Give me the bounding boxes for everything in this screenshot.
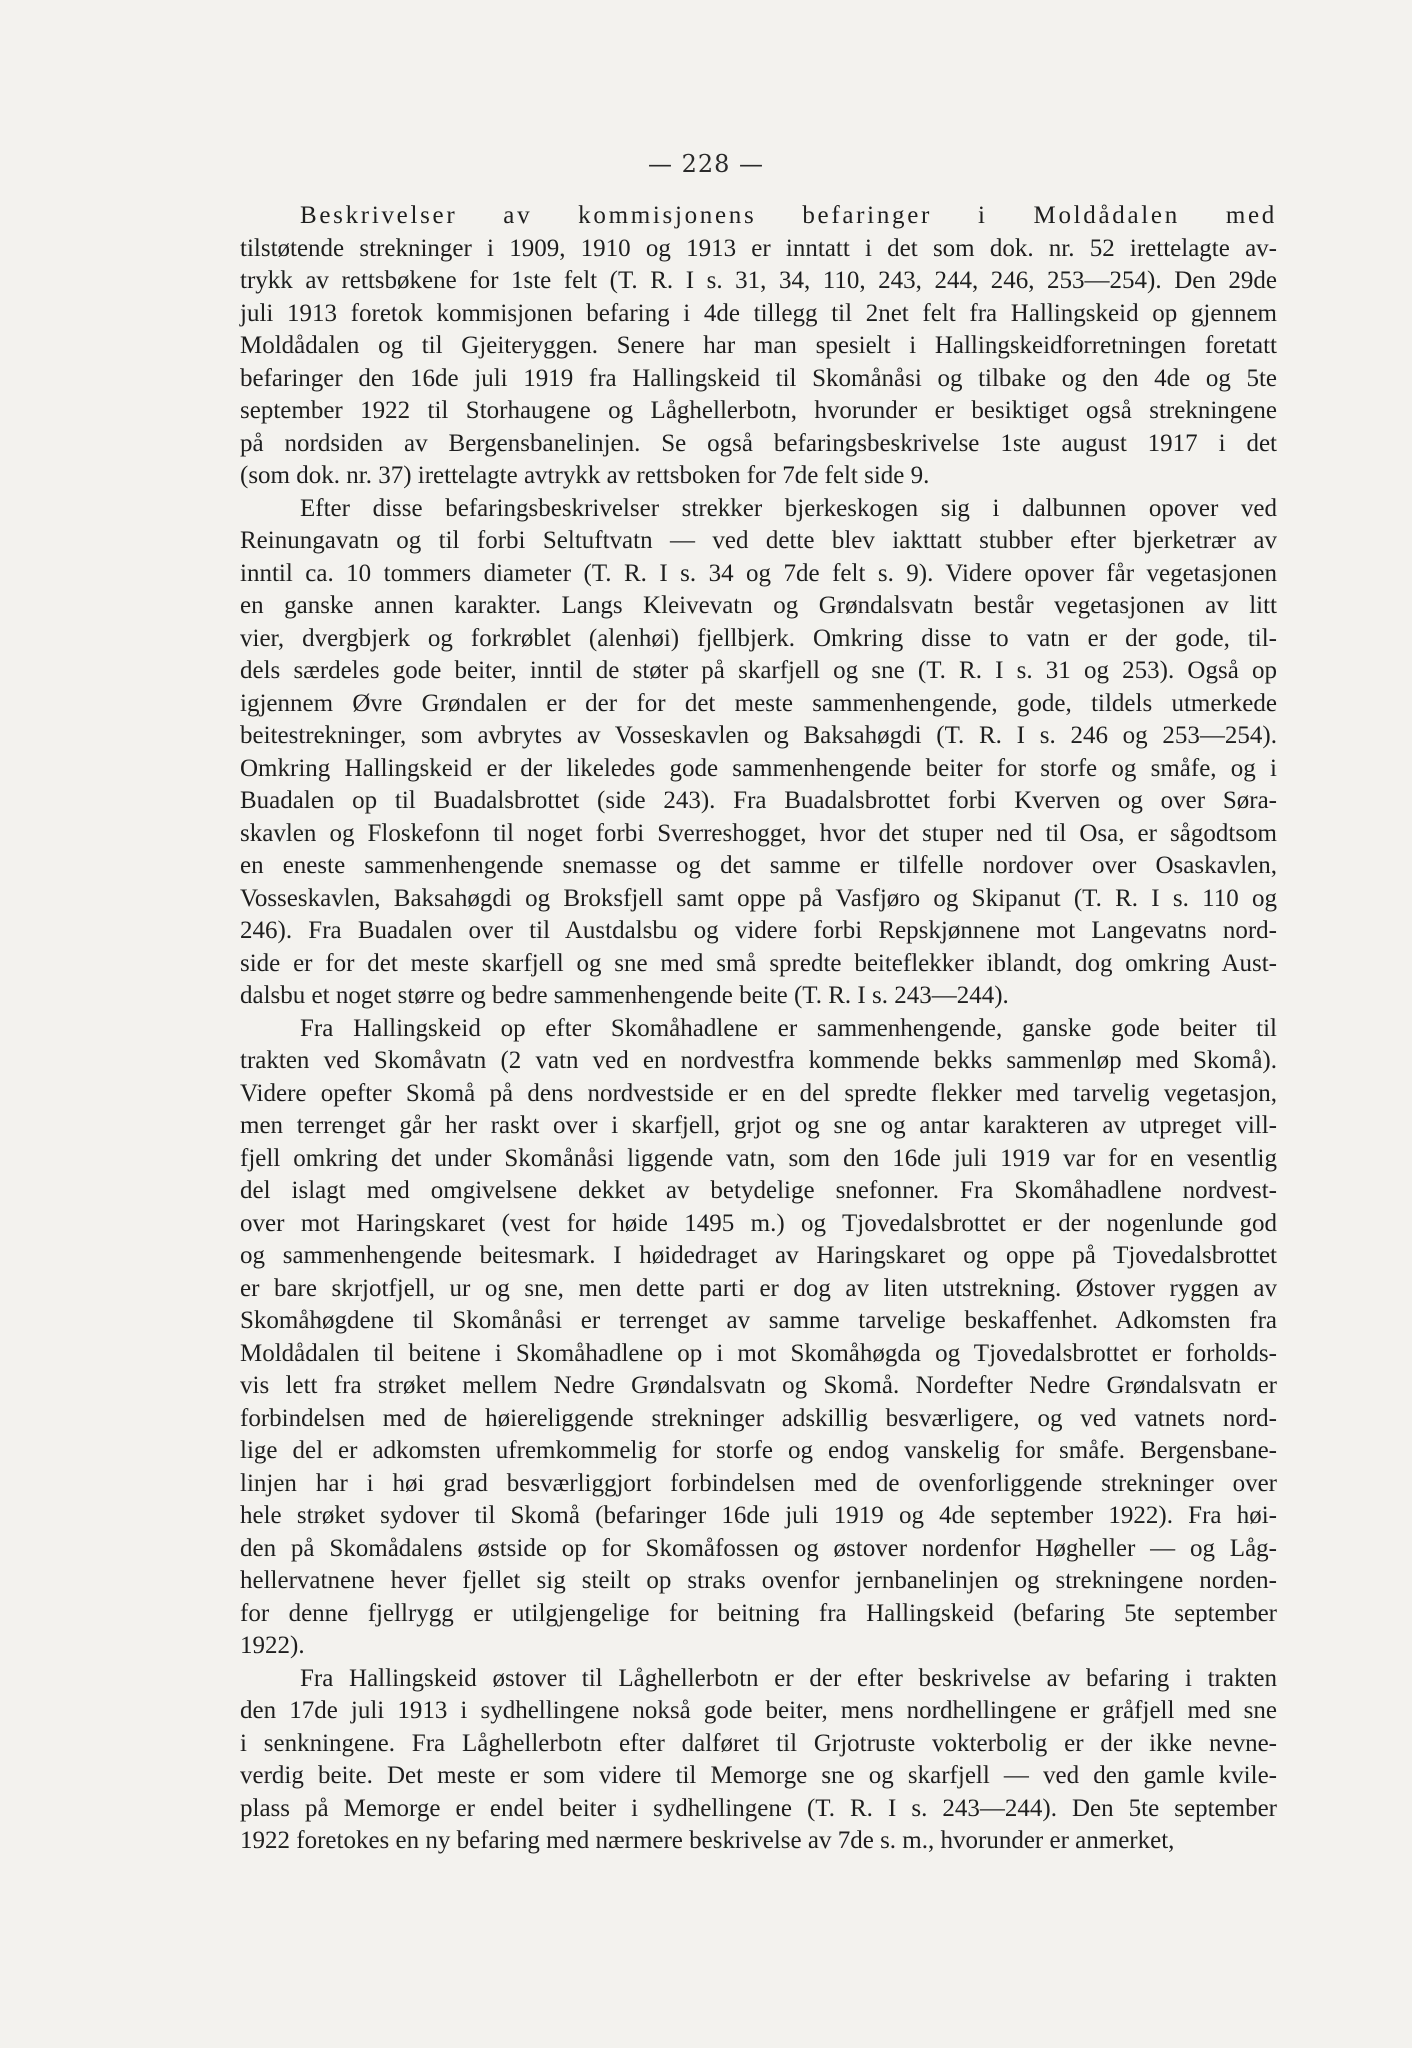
page-number: — 228 — xyxy=(647,150,765,178)
paragraph xyxy=(240,1663,1277,1858)
text-line: igjennem Øvre Grøndalen er der for det meste sammenhengende, gode, tildels utmerkede xyxy=(240,689,1277,717)
text-line: trakten ved Skomåvatn (2 vatn ved en nordvestfra kommende bekks sammenløp med Skomå). xyxy=(240,1047,1277,1074)
text-line: Omkring Hallingskeid er der likeledes gode sammenhengende beiter for storfe og småfe, og i xyxy=(240,754,1277,782)
text-line: en eneste sammenhengende snemasse og det samme er tilfelle nordover over Osaskavlen, xyxy=(240,852,1277,879)
text-line: en ganske annen karakter. Langs Kleivevatn og Grøndalsvatn består vegetasjonen av litt xyxy=(240,592,1277,619)
text-line: er bare skrjotfjell, ur og sne, men dette parti er dog av liten utstrekning. Østover ryggen av xyxy=(240,1274,1277,1302)
text-line: hele strøket sydover til Skomå (befaringer 16de juli 1919 og 4de september 1922). Fra høi- xyxy=(240,1502,1277,1529)
text-line: beitestrekninger, som avbrytes av Vosseskavlen og Baksahøgdi (T. R. I s. 246 og 253—254). xyxy=(240,722,1277,749)
text-line: del islagt med omgivelsene dekket av betydelige snefonner. Fra Skomåhadlene nordvest- xyxy=(240,1177,1277,1204)
paragraph xyxy=(240,493,1277,1013)
text-line: dalsbu et noget større og bedre sammenhengende beite (T. R. I s. 243—244). xyxy=(240,982,1009,1009)
text-line: juli 1913 foretok kommisjonen befaring i 4de tillegg til 2net felt fra Hallingskeid op gjennem xyxy=(240,299,1277,327)
body-text xyxy=(240,200,1277,1858)
text-line: Skomåhøgdene til Skomånåsi er terrenget av samme tarvelige beskaffenhet. Adkomsten fra xyxy=(240,1307,1277,1334)
text-line: vier, dvergbjerk og forkrøblet (alenhøi) fjellbjerk. Omkring disse to vatn er der gode, til- xyxy=(240,624,1277,652)
text-line: Moldådalen til beitene i Skomåhadlene op i mot Skomåhøgda og Tjovedalsbrottet er forholds- xyxy=(240,1339,1277,1367)
text-line: i senkningene. Fra Låghellerbotn efter dalføret til Grjotruste vokterbolig er der ikke nevne- xyxy=(240,1729,1277,1757)
text-line: Fra Hallingskeid op efter Skomåhadlene er sammenhengende, ganske gode beiter til xyxy=(300,1014,1277,1042)
text-line: forbindelsen med de høiereliggende strekninger adskillig besværligere, og ved vatnets nord- xyxy=(240,1404,1277,1432)
text-line: den 17de juli 1913 i sydhellingene nokså gode beiter, mens nordhellingene er gråfjell med sne xyxy=(240,1697,1277,1724)
paragraph xyxy=(240,1013,1277,1663)
text-line: Beskrivelser av kommisjonens befaringer i Moldådalen med xyxy=(300,202,1277,229)
text-line: dels særdeles gode beiter, inntil de støter på skarfjell og sne (T. R. I s. 31 og 253). Også op xyxy=(240,657,1277,684)
text-line: hellervatnene hever fjellet sig steilt op straks ovenfor jernbanelinjen og strekningene norden- xyxy=(240,1567,1277,1594)
text-line: men terrenget går her raskt over i skarfjell, grjot og sne og antar karakteren av utpreget vill- xyxy=(240,1112,1277,1139)
text-line: over mot Haringskaret (vest for høide 1495 m.) og Tjovedalsbrottet er der nogenlunde god xyxy=(240,1209,1277,1237)
text-line: Efter disse befaringsbeskrivelser strekker bjerkeskogen sig i dalbunnen opover ved xyxy=(300,494,1277,522)
text-line: 1922 foretokes en ny befaring med nærmere beskrivelse av 7de s. m., hvorunder er anmerket, xyxy=(240,1827,1175,1854)
text-line: linjen har i høi grad besværliggjort forbindelsen med de ovenforliggende strekninger over xyxy=(240,1469,1277,1497)
text-line: den på Skomådalens østside op for Skomåfossen og østover nordenfor Høgheller — og Låg- xyxy=(240,1534,1277,1562)
text-line: inntil ca. 10 tommers diameter (T. R. I s. 34 og 7de felt s. 9). Videre opover får vegetasjonen xyxy=(240,559,1277,587)
text-line: plass på Memorge er endel beiter i sydhellingene (T. R. I s. 243—244). Den 5te september xyxy=(240,1794,1277,1822)
text-line: verdig beite. Det meste er som videre til Memorge sne og skarfjell — ved den gamle kvile- xyxy=(240,1762,1277,1789)
text-line: for denne fjellrygg er utilgjengelige for beitning fra Hallingskeid (befaring 5te september xyxy=(240,1599,1277,1627)
paragraph xyxy=(240,200,1277,493)
text-line: 1922). xyxy=(240,1632,305,1659)
text-line: 246). Fra Buadalen over til Austdalsbu og videre forbi Repskjønnene mot Langevatns nord- xyxy=(240,917,1277,944)
text-line: side er for det meste skarfjell og sne med små spredte beiteflekker iblandt, dog omkring Aust- xyxy=(240,949,1277,977)
text-line: Buadalen op til Buadalsbrottet (side 243). Fra Buadalsbrottet forbi Kverven og over Søra- xyxy=(240,787,1277,814)
text-line: Fra Hallingskeid østover til Låghellerbotn er der efter beskrivelse av befaring i trakten xyxy=(300,1664,1277,1692)
text-line: fjell omkring det under Skomånåsi liggende vatn, som den 16de juli 1919 var for en vesentlig xyxy=(240,1144,1277,1172)
text-line: Vosseskavlen, Baksahøgdi og Broksfjell samt oppe på Vasfjøro og Skipanut (T. R. I s. 110 og xyxy=(240,884,1277,912)
text-line: Moldådalen og til Gjeiteryggen. Senere har man spesielt i Hallingskeidforretningen foretatt xyxy=(240,332,1277,359)
text-line: Videre opefter Skomå på dens nordvestside er en del spredte flekker med tarvelig vegetasjon, xyxy=(240,1079,1277,1107)
text-line: skavlen og Floskefonn til noget forbi Sverreshogget, hvor det stuper ned til Osa, er sågodtsom xyxy=(240,819,1277,847)
text-line: på nordsiden av Bergensbanelinjen. Se også befaringsbeskrivelse 1ste august 1917 i det xyxy=(240,429,1277,457)
text-line: september 1922 til Storhaugene og Låghellerbotn, hvorunder er besiktiget også strekningene xyxy=(240,397,1277,424)
text-line: lige del er adkomsten ufremkommelig for storfe og endog vanskelig for småfe. Bergensbane- xyxy=(240,1437,1277,1464)
text-line: vis lett fra strøket mellem Nedre Grøndalsvatn og Skomå. Nordefter Nedre Grøndalsvatn er xyxy=(240,1372,1277,1399)
text-line: og sammenhengende beitesmark. I høidedraget av Haringskaret og oppe på Tjovedalsbrottet xyxy=(240,1242,1277,1269)
text-line: befaringer den 16de juli 1919 fra Hallingskeid til Skomånåsi og tilbake og den 4de og 5te xyxy=(240,364,1277,392)
text-line: (som dok. nr. 37) irettelagte avtrykk av rettsboken for 7de felt side 9. xyxy=(240,462,930,489)
text-line: trykk av rettsbøkene for 1ste felt (T. R. I s. 31, 34, 110, 243, 244, 246, 253—254). Den 29de xyxy=(240,267,1277,294)
text-line: Reinungavatn og til forbi Seltuftvatn — ved dette blev iakttatt stubber efter bjerketrær av xyxy=(240,527,1277,554)
text-line: tilstøtende strekninger i 1909, 1910 og 1913 er inntatt i det som dok. nr. 52 irettelagte av- xyxy=(240,234,1277,262)
